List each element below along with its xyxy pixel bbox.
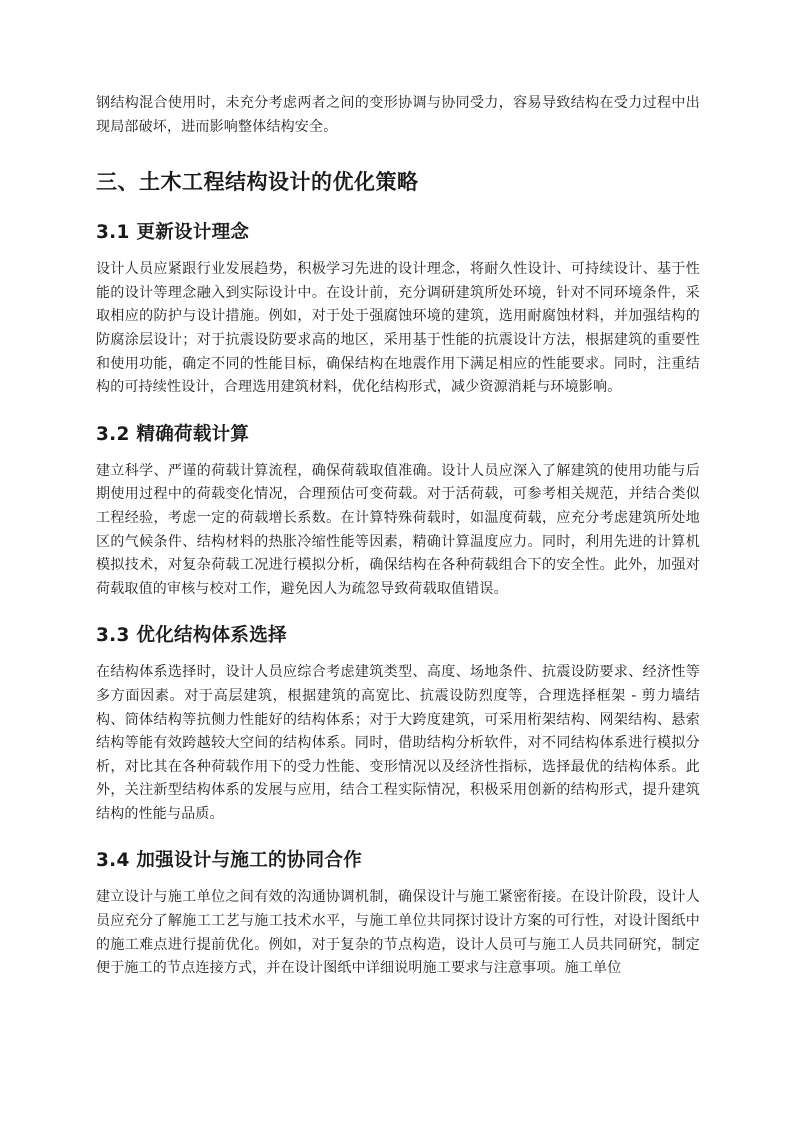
subsection-heading-3-2: 3.2 精确荷载计算: [96, 423, 250, 445]
subsection-heading-3-4: 3.4 加强设计与施工的协同合作: [96, 850, 363, 872]
document-page: [96, 92, 700, 981]
intro-paragraph: 钢结构混合使用时，未充分考虑两者之间的变形协调与协同受力，容易导致结构在受力过程中出现局部破坏，进而影响整体结构安全。: [96, 95, 700, 135]
section-heading: 三、土木工程结构设计的优化策略: [96, 170, 419, 195]
subsection-body-3-2: 建立科学、严谨的荷载计算流程，确保荷载取值准确。设计人员应深入了解建筑的使用功能与后期使用过程中的荷载变化情况，合理预估可变荷载。对于活荷载，可参考相关规范，并结合类似工程经验，考虑一定的荷载增长系数。在计算特殊荷载时，如温度荷载，应充分考虑建筑所处地区的气候条件、结构材料的热胀冷缩性能等因素，精确计算温度应力。同时，利用先进的计算机模拟技术，对复杂荷载工况进行模拟分析，确保结构在各种荷载组合下的安全性。此外，加强对荷载取值的审核与校对工作，避免因人为疏忽导致荷载取值错误。: [96, 462, 700, 597]
subsection-body-3-4: 建立设计与施工单位之间有效的沟通协调机制，确保设计与施工紧密衔接。在设计阶段，设计人员应充分了解施工工艺与施工技术水平，与施工单位共同探讨设计方案的可行性，对设计图纸中的施工难点进行提前优化。例如，对于复杂的节点构造，设计人员可与施工人员共同研究，制定便于施工的节点连接方式，并在设计图纸中详细说明施工要求与注意事项。施工单位: [96, 889, 700, 977]
subsection-body-3-3: 在结构体系选择时，设计人员应综合考虑建筑类型、高度、场地条件、抗震设防要求、经济性等多方面因素。对于高层建筑，根据建筑的高宽比、抗震设防烈度等，合理选择框架 - 剪力墙结构、筒体结构等抗侧力性能好的结构体系；对于大跨度建筑，可采用桁架结构、网架结构、悬索结构等能有效跨越较大空间的结构体系。同时，借助结构分析软件，对不同结构体系进行模拟分析，对比其在各种荷载作用下的受力性能、变形情况以及经济性指标，选择最优的结构体系。此外，关注新型结构体系的发展与应用，结合工程实际情况，积极采用创新的结构形式，提升建筑结构的性能与品质。: [96, 664, 700, 822]
subsection-heading-3-3: 3.3 优化结构体系选择: [96, 625, 287, 647]
subsection-heading-3-1: 3.1 更新设计理念: [96, 222, 250, 244]
subsection-body-3-1: 设计人员应紧跟行业发展趋势，积极学习先进的设计理念，将耐久性设计、可持续设计、基于性能的设计等理念融入到实际设计中。在设计前，充分调研建筑所处环境，针对不同环境条件，采取相应的防护与设计措施。例如，对于处于强腐蚀环境的建筑，选用耐腐蚀材料，并加强结构的防腐涂层设计；对于抗震设防要求高的地区，采用基于性能的抗震设计方法，根据建筑的重要性和使用功能，确定不同的性能目标，确保结构在地震作用下满足相应的性能要求。同时，注重结构的可持续性设计，合理选用建筑材料，优化结构形式，减少资源消耗与环境影响。: [96, 261, 700, 396]
